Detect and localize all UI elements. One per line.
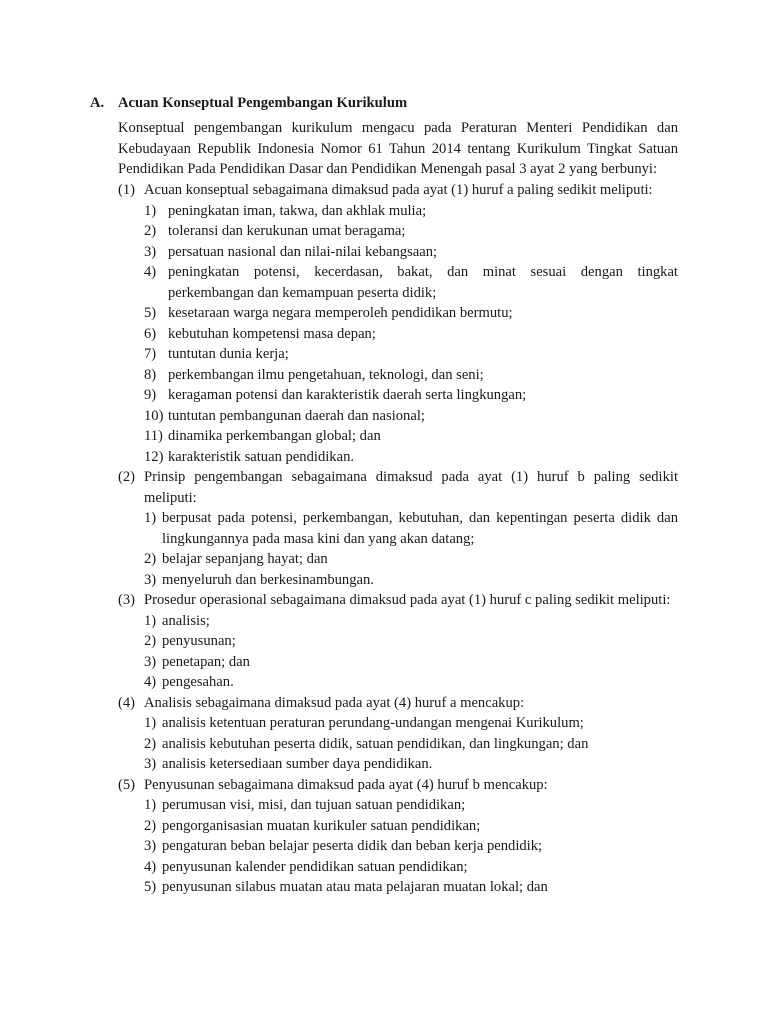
sub-list-item: [144, 303, 678, 324]
sub-list-item: [144, 447, 678, 468]
sub-item-text: kesetaraan warga negara memperoleh pendidikan bermutu;: [168, 305, 513, 321]
sub-list-item: [144, 754, 678, 775]
sub-list-item: [144, 201, 678, 222]
sub-item-text: pengaturan beban belajar peserta didik dan beban kerja pendidik;: [162, 838, 543, 854]
sub-item-text: analisis ketersediaan sumber daya pendidikan.: [162, 756, 433, 772]
sub-item-text: menyeluruh dan berkesinambungan.: [162, 571, 374, 588]
sub-list-item: [144, 406, 678, 427]
item-number: (2): [118, 469, 136, 485]
sub-item-text: perkembangan ilmu pengetahuan, teknologi, dan seni;: [168, 366, 484, 383]
sub-item-number: 1): [144, 797, 157, 813]
sub-item-text: peningkatan potensi, kecerdasan, bakat, dan minat sesuai dengan tingkat perkembangan dan kemampuan peserta didik;: [168, 264, 678, 301]
item-number: (4): [118, 694, 136, 711]
sub-item-text: analisis;: [162, 612, 210, 629]
sub-item-number: 4): [144, 264, 157, 280]
sub-item-number: 6): [144, 325, 157, 342]
sub-list-item: [144, 795, 678, 816]
sub-item-text: berpusat pada potensi, perkembangan, kebutuhan, dan kepentingan peserta didik dan lingkungannya pada masa kini dan yang akan datang;: [162, 510, 678, 547]
list-item: [118, 467, 678, 590]
sub-item-text: karakteristik satuan pendidikan.: [168, 448, 355, 465]
sub-item-number: 2): [144, 223, 157, 239]
item-number: (5): [118, 776, 136, 793]
numbered-list: [118, 180, 678, 898]
item-text: Prinsip pengembangan sebagaimana dimaksud pada ayat (1) huruf b paling sedikit meliputi:: [144, 469, 678, 506]
sub-list-item: [144, 221, 678, 242]
sub-list-item: [144, 570, 678, 591]
sub-item-number: 2): [144, 817, 157, 834]
sub-list-item: [144, 426, 678, 447]
sub-list-item: [144, 385, 678, 406]
item-text: Penyusunan sebagaimana dimaksud pada ayat (4) huruf b mencakup:: [144, 776, 548, 793]
sub-item-number: 12): [144, 448, 164, 465]
sub-list-item: [144, 549, 678, 570]
sub-item-number: 3): [144, 838, 157, 854]
item-text: Prosedur operasional sebagaimana dimaksud pada ayat (1) huruf c paling sedikit meliputi:: [144, 592, 671, 608]
sub-item-text: analisis kebutuhan peserta didik, satuan pendidikan, dan lingkungan; dan: [162, 735, 589, 752]
sub-item-text: peningkatan iman, takwa, dan akhlak mulia;: [168, 202, 427, 219]
item-text: Analisis sebagaimana dimaksud pada ayat (4) huruf a mencakup:: [144, 694, 525, 711]
sub-list-item: [144, 611, 678, 632]
sub-list: [144, 611, 678, 693]
sub-list-item: [144, 508, 678, 549]
sub-item-number: 10): [144, 407, 164, 424]
item-number: (3): [118, 592, 136, 608]
sub-item-text: tuntutan pembangunan daerah dan nasional;: [168, 407, 425, 424]
sub-list-item: [144, 631, 678, 652]
sub-item-text: persatuan nasional dan nilai-nilai kebangsaan;: [168, 243, 438, 260]
sub-list-item: [144, 713, 678, 734]
sub-item-text: analisis ketentuan peraturan perundang-undangan mengenai Kurikulum;: [162, 715, 584, 731]
sub-item-number: 2): [144, 633, 157, 649]
sub-list-item: [144, 857, 678, 878]
sub-item-text: penyusunan silabus muatan atau mata pelajaran muatan lokal; dan: [162, 879, 548, 895]
section-title: Acuan Konseptual Pengembangan Kurikulum: [118, 95, 408, 111]
sub-list-item: [144, 324, 678, 345]
sub-list-item: [144, 242, 678, 263]
sub-list-item: [144, 262, 678, 303]
sub-item-text: belajar sepanjang hayat; dan: [162, 551, 328, 567]
sub-item-text: penyusunan kalender pendidikan satuan pendidikan;: [162, 858, 468, 875]
sub-list-item: [144, 734, 678, 755]
sub-item-number: 1): [144, 510, 157, 526]
sub-item-number: 3): [144, 756, 157, 772]
sub-item-number: 1): [144, 202, 157, 219]
sub-list-item: [144, 344, 678, 365]
list-item: [118, 590, 678, 693]
sub-item-text: tuntutan dunia kerja;: [168, 346, 289, 362]
sub-item-number: 3): [144, 653, 157, 670]
sub-item-text: dinamika perkembangan global; dan: [168, 428, 381, 444]
sub-list: [144, 713, 678, 775]
sub-item-text: kebutuhan kompetensi masa depan;: [168, 325, 376, 342]
sub-item-number: 3): [144, 571, 157, 588]
sub-item-number: 9): [144, 387, 157, 403]
sub-list-item: [144, 877, 678, 898]
sub-list: [144, 508, 678, 590]
list-item: [118, 693, 678, 775]
list-item: [118, 180, 678, 467]
sub-item-text: penyusunan;: [162, 633, 236, 649]
sub-item-number: 11): [144, 428, 163, 444]
sub-item-text: keragaman potensi dan karakteristik daerah serta lingkungan;: [168, 387, 527, 403]
sub-item-number: 8): [144, 366, 157, 383]
sub-item-text: toleransi dan kerukunan umat beragama;: [168, 223, 406, 239]
sub-list: [144, 201, 678, 468]
sub-item-text: pengorganisasian muatan kurikuler satuan pendidikan;: [162, 817, 481, 834]
sub-list-item: [144, 836, 678, 857]
sub-item-number: 4): [144, 858, 157, 875]
sub-item-text: pengesahan.: [162, 674, 234, 690]
sub-list: [144, 795, 678, 898]
sub-item-number: 5): [144, 879, 157, 895]
intro-paragraph: Konseptual pengembangan kurikulum mengacu pada Peraturan Menteri Pendidikan dan Kebudayaan Republik Indonesia Nomor 61 Tahun 2014 tentang Kurikulum Tingkat Satuan Pendidikan Pada Pendidikan Dasar dan Pendidikan Menengah pasal 3 ayat 2 yang berbunyi:: [118, 120, 678, 177]
sub-item-number: 3): [144, 243, 157, 260]
sub-item-number: 7): [144, 346, 157, 362]
sub-item-number: 4): [144, 674, 157, 690]
item-number: (1): [118, 182, 136, 198]
sub-list-item: [144, 816, 678, 837]
sub-item-number: 2): [144, 551, 157, 567]
sub-list-item: [144, 672, 678, 693]
sub-item-text: perumusan visi, misi, dan tujuan satuan pendidikan;: [162, 797, 466, 813]
sub-list-item: [144, 365, 678, 386]
sub-item-number: 5): [144, 305, 157, 321]
sub-item-number: 2): [144, 735, 157, 752]
sub-item-number: 1): [144, 612, 157, 629]
sub-list-item: [144, 652, 678, 673]
section-heading: [90, 93, 690, 114]
sub-item-text: penetapan; dan: [162, 653, 250, 670]
sub-item-number: 1): [144, 715, 157, 731]
item-text: Acuan konseptual sebagaimana dimaksud pada ayat (1) huruf a paling sedikit meliputi:: [144, 182, 653, 198]
list-item: [118, 775, 678, 898]
section-letter: A.: [90, 95, 105, 111]
